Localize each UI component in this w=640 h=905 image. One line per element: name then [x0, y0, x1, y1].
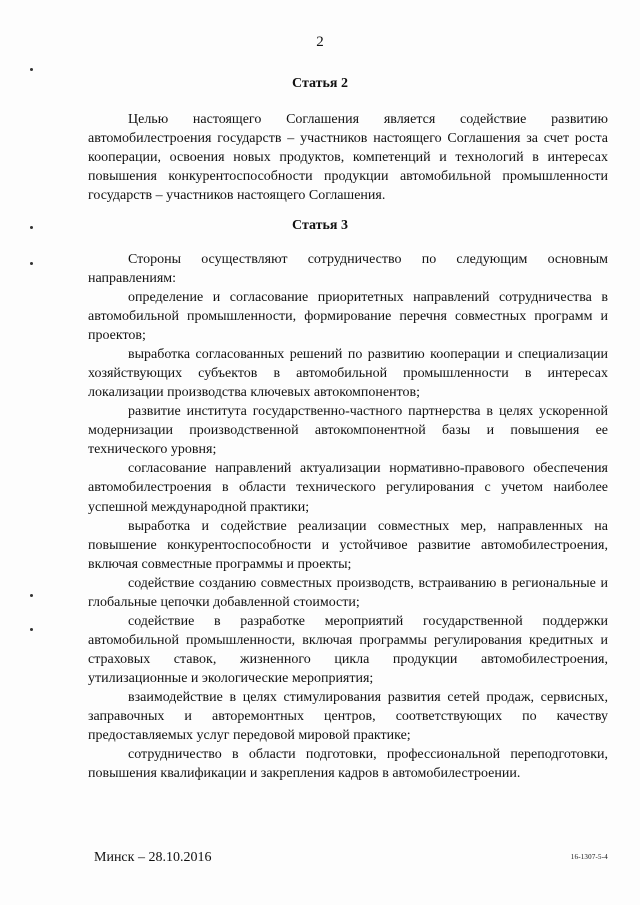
list-item: сотрудничество в области подготовки, профессиональной переподготовки, повышения квалификации и закрепления кадров в автомобилестроении. [88, 747, 608, 782]
article-3-list [88, 288, 608, 783]
list-item: развитие института государственно-частного партнерства в целях ускоренной модернизации производственной автокомпонентной базы и повышения ее технического уровня; [88, 404, 608, 458]
list-item: содействие созданию совместных производств, встраиванию в региональные и глобальные цепочки добавленной стоимости; [88, 575, 608, 610]
scan-speck [30, 594, 33, 597]
list-item: выработка согласованных решений по развитию кооперации и специализации хозяйствующих субъектов в автомобильной промышленности в интересах локализации производства ключевых автокомпонентов; [88, 347, 608, 401]
scan-speck [30, 262, 33, 265]
article-2-text: Целью настоящего Соглашения является содействие развитию автомобилестроения государств – участников настоящего Соглашения за счет роста кооперации, освоения новых продуктов, компетенций и технологий в интересах повышения конкурентоспособности продукции автомобильной промышленности государств – участников настоящего Соглашения. [88, 112, 608, 204]
list-item: взаимодействие в целях стимулирования развития сетей продаж, сервисных, заправочных и авторемонтных центров, соответствующих по качеству предоставляемых услуг передовой мировой практике; [88, 689, 608, 744]
scan-speck [30, 628, 33, 631]
article-2-heading: Статья 2 [292, 76, 348, 91]
list-item: согласование направлений актуализации нормативно-правового обеспечения автомобилестроения в области технического регулирования с учетом наиболее успешной международной практики; [88, 461, 608, 515]
list-item: содействие в разработке мероприятий государственной поддержки автомобильной промышленности, включая программы регулирования кредитных и страховых ставок, жизненного цикла продукции автомобилестроения, утилизационные и экологические мероприятия; [88, 613, 608, 686]
footer-place-date: Минск – 28.10.2016 [94, 850, 212, 865]
page-number: 2 [316, 34, 324, 50]
list-item: определение и согласование приоритетных направлений сотрудничества в автомобильной промышленности, формирование перечня совместных программ и проектов; [88, 290, 608, 344]
scan-speck [30, 226, 33, 229]
article-3-heading: Статья 3 [292, 218, 348, 233]
footer-doc-code: 16-1307-5-4 [570, 853, 608, 861]
scan-speck [30, 68, 33, 71]
article-3-intro: Стороны осуществляют сотрудничество по следующим основным направлениям: [88, 252, 608, 287]
list-item: выработка и содействие реализации совместных мер, направленных на повышение конкурентоспособности и устойчивое развитие автомобилестроения, включая совместные программы и проекты; [88, 518, 608, 572]
